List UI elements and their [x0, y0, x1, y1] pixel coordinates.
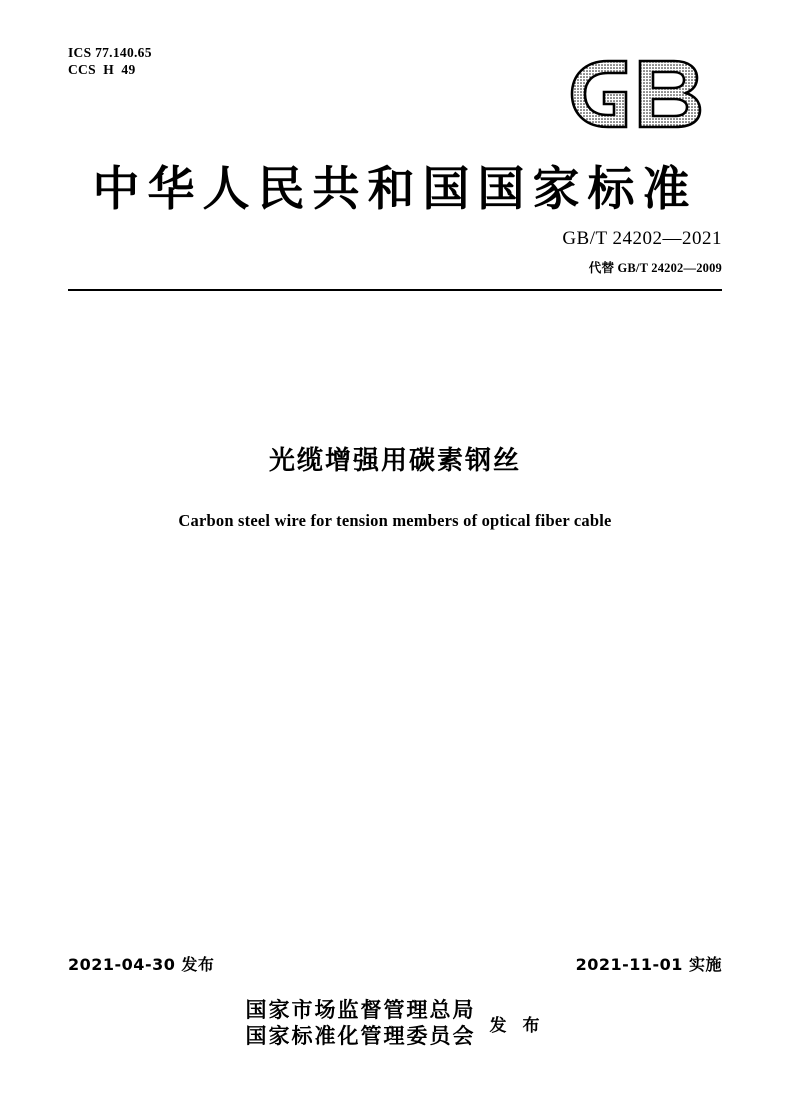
issuer-line-2: 国家标准化管理委员会: [245, 1024, 476, 1048]
national-standard-title: 中华人民共和国国家标准: [92, 162, 698, 217]
issuing-organizations: [0, 997, 790, 1049]
date-row: [68, 952, 722, 974]
issue-date: 2021-04-30 发布: [68, 955, 215, 974]
header-divider: [68, 289, 722, 291]
classification-codes: [68, 44, 152, 78]
issuer-line-1: 国家市场监督管理总局: [245, 998, 476, 1022]
ccs-code: CCS H 49: [68, 62, 136, 77]
implementation-date: 2021-11-01 实施: [575, 955, 722, 974]
issue-action-label: 发 布: [489, 1015, 545, 1036]
standard-number-block: [562, 228, 722, 276]
issuer-inner: [246, 997, 545, 1049]
gb-emblem-icon: [562, 52, 722, 136]
standard-number: GB/T 24202—2021: [562, 228, 722, 249]
document-title-chinese: 光缆增强用碳素钢丝: [268, 446, 521, 476]
issuer-names: [246, 997, 476, 1049]
ics-code: ICS 77.140.65: [68, 45, 152, 60]
standard-replaces: 代替 GB/T 24202—2009: [588, 261, 722, 275]
document-title-english: Carbon steel wire for tension members of optical fiber cable: [178, 511, 612, 530]
